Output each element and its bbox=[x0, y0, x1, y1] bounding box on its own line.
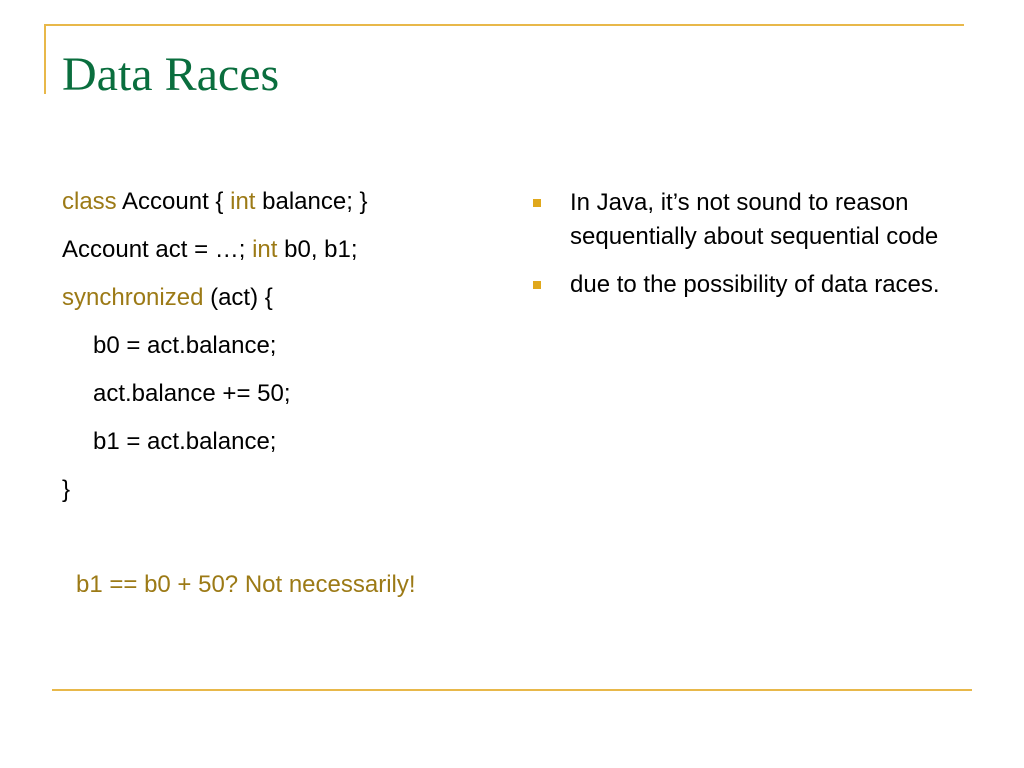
code-line-2 bbox=[62, 232, 482, 280]
slide-title: Data Races bbox=[62, 48, 280, 101]
code-text: Account act = …; bbox=[62, 236, 253, 263]
code-line-1 bbox=[62, 184, 482, 232]
code-line-5: act.balance += 50; bbox=[93, 380, 291, 407]
code-line-4: b0 = act.balance; bbox=[93, 332, 277, 359]
keyword-int: int bbox=[252, 236, 278, 263]
square-bullet-icon bbox=[533, 199, 541, 207]
frame-top-line bbox=[44, 24, 964, 26]
frame-left-line bbox=[44, 24, 46, 94]
keyword-class: class bbox=[62, 188, 117, 215]
code-text: (act) { bbox=[203, 284, 273, 311]
code-line-7: } bbox=[62, 476, 71, 503]
frame-bottom-line bbox=[52, 689, 972, 691]
keyword-int: int bbox=[230, 188, 256, 215]
conclusion-text: b1 == b0 + 50? Not necessarily! bbox=[76, 571, 416, 598]
square-bullet-icon bbox=[533, 281, 541, 289]
code-block bbox=[62, 184, 482, 520]
bullet-list bbox=[532, 186, 952, 316]
bullet-text: due to the possibility of data races. bbox=[570, 271, 940, 298]
bullet-item bbox=[532, 186, 952, 254]
bullet-text: In Java, it’s not sound to reason sequentially about sequential code bbox=[570, 189, 939, 250]
code-text: b0, b1; bbox=[277, 236, 358, 263]
bullet-item bbox=[532, 268, 952, 302]
code-line-3 bbox=[62, 280, 482, 328]
keyword-synchronized: synchronized bbox=[62, 284, 204, 311]
code-text: Account { bbox=[116, 188, 231, 215]
code-text: balance; } bbox=[255, 188, 368, 215]
code-line-6: b1 = act.balance; bbox=[93, 428, 277, 455]
